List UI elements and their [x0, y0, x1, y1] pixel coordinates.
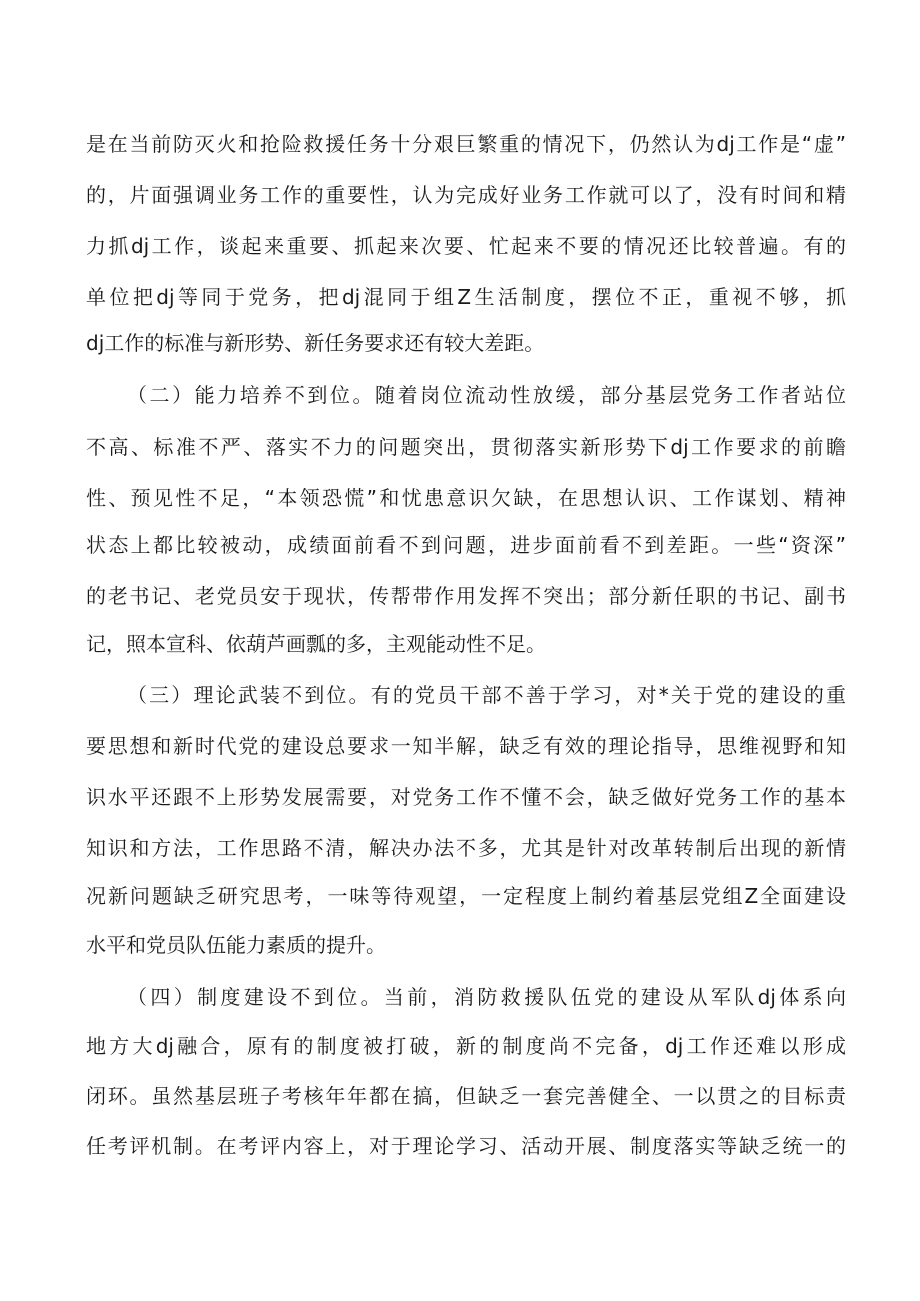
- text-line: 闭环。虽然基层班子考核年年都在搞，但缺乏一套完善健全、一以贯之的目标责: [86, 1084, 846, 1108]
- paragraph-heading-line: （三）理论武装不到位。有的党员干部不善于学习，对*关于党的建设的重: [127, 683, 846, 707]
- text-line: 识水平还跟不上形势发展需要，对党务工作不懂不会，缺乏做好党务工作的基本: [86, 785, 846, 809]
- text-line: 状态上都比较被动，成绩面前看不到问题，进步面前看不到差距。一些“资深”: [86, 533, 846, 557]
- text-line: 的，片面强调业务工作的重要性，认为完成好业务工作就可以了，没有时间和精: [86, 183, 846, 207]
- text-line: 水平和党员队伍能力素质的提升。: [86, 933, 386, 957]
- text-line: 记，照本宣科、依葫芦画瓢的多，主观能动性不足。: [86, 632, 546, 656]
- text-line: 知识和方法，工作思路不清，解决办法不多，尤其是针对改革转制后出现的新情: [86, 836, 846, 860]
- text-line: 任考评机制。在考评内容上，对于理论学习、活动开展、制度落实等缺乏统一的: [86, 1134, 846, 1158]
- text-line: 的老书记、老党员安于现状，传帮带作用发挥不突出；部分新任职的书记、副书: [86, 584, 846, 608]
- paragraph-heading-line: （四）制度建设不到位。当前，消防救援队伍党的建设从军队dj体系向: [127, 985, 846, 1009]
- text-line: 要思想和新时代党的建设总要求一知半解，缺乏有效的理论指导，思维视野和知: [86, 734, 846, 758]
- text-line: dj工作的标准与新形势、新任务要求还有较大差距。: [86, 331, 545, 355]
- text-line: 不高、标准不严、落实不力的问题突出，贯彻落实新形势下dj工作要求的前瞻: [86, 435, 846, 459]
- text-line: 力抓dj工作，谈起来重要、抓起来次要、忙起来不要的情况还比较普遍。有的: [86, 234, 846, 258]
- text-line: 性、预见性不足，“本领恐慌”和忧患意识欠缺，在思想认识、工作谋划、精神: [86, 486, 846, 510]
- text-line: 况新问题缺乏研究思考，一味等待观望，一定程度上制约着基层党组Z全面建设: [86, 884, 846, 908]
- text-line: 单位把dj等同于党务，把dj混同于组Z生活制度，摆位不正，重视不够，抓: [86, 285, 846, 309]
- text-line: 地方大dj融合，原有的制度被打破，新的制度尚不完备，dj工作还难以形成: [86, 1034, 846, 1058]
- paragraph-heading-line: （二）能力培养不到位。随着岗位流动性放缓，部分基层党务工作者站位: [127, 383, 846, 407]
- text-line: 是在当前防灭火和抢险救援任务十分艰巨繁重的情况下，仍然认为dj工作是“虚”: [86, 132, 846, 156]
